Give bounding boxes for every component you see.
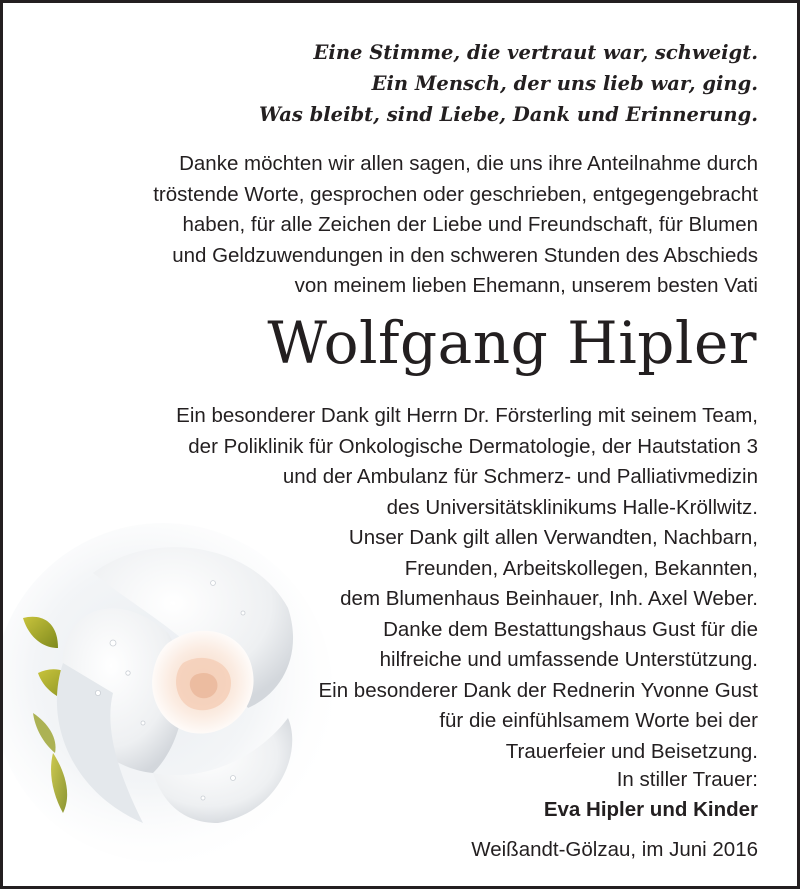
thanks-line: hilfreiche und umfassende Unterstützung. [379, 648, 758, 671]
thanks-line: des Universitätsklinikums Halle-Kröllwitz. [386, 495, 758, 519]
deceased-name: Wolfgang Hipler [267, 309, 757, 377]
motto-line: Ein Mensch, der uns lieb war, ging. [371, 72, 758, 95]
thanks-line: Danke dem Bestattungshaus Gust für die [383, 617, 758, 641]
intro-line: Danke möchten wir allen sagen, die uns ihre Anteilnahme durch [179, 152, 758, 175]
family-names: Eva Hipler und Kinder [543, 798, 758, 821]
thanks-text [176, 401, 758, 767]
thanks-line: und der Ambulanz für Schmerz- und Palliativmedizin [282, 465, 758, 488]
thanks-line: für die einfühlsamem Worte bei der [439, 709, 758, 732]
motto-line: Eine Stimme, die vertraut war, schweigt. [313, 41, 758, 64]
intro-line: haben, für alle Zeichen der Liebe und Freundschaft, für Blumen [182, 213, 758, 236]
thanks-line: dem Blumenhaus Beinhauer, Inh. Axel Weber. [340, 587, 758, 610]
motto-line: Was bleibt, sind Liebe, Dank und Erinnerung. [259, 103, 758, 126]
mourning-label: In stiller Trauer: [616, 768, 758, 791]
thanks-line: Freunden, Arbeitskollegen, Bekannten, [404, 556, 758, 580]
intro-line: tröstende Worte, gesprochen oder geschrieben, entgegengebracht [153, 182, 758, 206]
thanks-line: Unser Dank gilt allen Verwandten, Nachbarn, [348, 526, 758, 549]
thanks-line: Trauerfeier und Beisetzung. [505, 739, 758, 763]
place-date: Weißandt-Gölzau, im Juni 2016 [471, 838, 758, 861]
intro-line: und Geldzuwendungen in den schweren Stunden des Abschieds [172, 243, 758, 267]
signature-block [544, 765, 758, 825]
motto-verse [259, 37, 758, 130]
intro-line: von meinem lieben Ehemann, unserem besten Vati [294, 274, 758, 297]
intro-text [153, 149, 758, 302]
thanks-line: der Poliklinik für Onkologische Dermatologie, der Hautstation 3 [188, 434, 758, 458]
thanks-line: Ein besonderer Dank gilt Herrn Dr. Försterling mit seinem Team, [176, 404, 758, 427]
thanks-line: Ein besonderer Dank der Rednerin Yvonne Gust [318, 678, 758, 702]
